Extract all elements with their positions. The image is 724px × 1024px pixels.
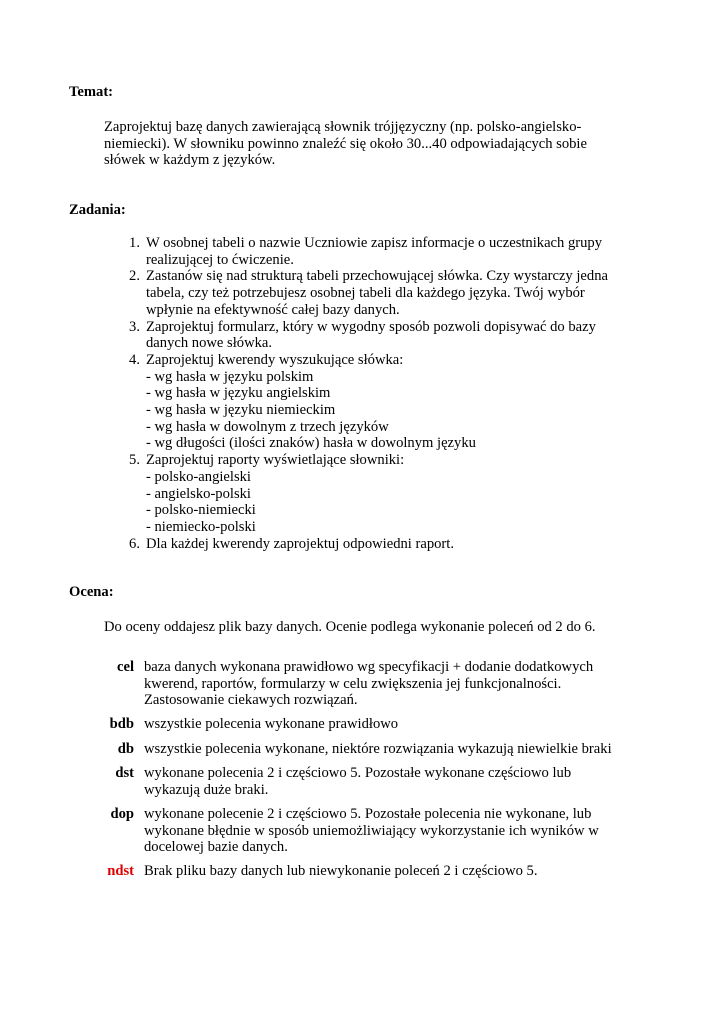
temat-heading: Temat: — [69, 84, 114, 100]
task-text: Zaprojektuj kwerendy wyszukujące słówka: — [146, 351, 404, 368]
grade-code: dst — [115, 765, 134, 781]
grade-description: wykazują duże braki. — [144, 781, 269, 798]
task-text: Zaprojektuj raporty wyświetlające słowniki: — [146, 452, 405, 469]
task-text: - wg hasła w języku angielskim — [146, 385, 331, 402]
grade-description: wykonane polecenie 2 i częściowo 5. Pozostałe polecenia nie wykonane, lub — [144, 806, 592, 822]
task-number: 4. — [129, 351, 140, 368]
grade-description: docelowej bazie danych. — [144, 839, 288, 856]
task-text: - polsko-angielski — [146, 468, 251, 485]
task-text: tabela, czy też potrzebujesz osobnej tabeli dla każdego języka. Twój wybór — [146, 285, 585, 302]
task-text: - polsko-niemiecki — [146, 502, 256, 519]
zadania-heading: Zadania: — [69, 202, 126, 218]
task-number: 2. — [129, 268, 140, 285]
grade-description: wszystkie polecenia wykonane prawidłowo — [144, 716, 399, 732]
task-text: - wg hasła w języku niemieckim — [146, 402, 336, 418]
grade-description: baza danych wykonana prawidłowo wg specyfikacji + dodanie dodatkowych — [144, 659, 594, 675]
grade-description: wykonane polecenia 2 i częściowo 5. Pozostałe wykonane częściowo lub — [144, 765, 572, 781]
task-number: 6. — [129, 535, 140, 552]
task-text: - wg długości (ilości znaków) hasła w dowolnym języku — [146, 435, 476, 452]
task-text: Zaprojektuj formularz, który w wygodny sposób pozwoli dopisywać do bazy — [146, 318, 596, 335]
task-text: - wg hasła w języku polskim — [146, 368, 314, 385]
grade-code: bdb — [109, 716, 134, 732]
grade-description: wykonane błędnie w sposób uniemożliwiający wykorzystanie ich wyników w — [144, 822, 599, 839]
task-number: 5. — [129, 452, 140, 469]
grade-code: cel — [116, 659, 134, 675]
task-number: 3. — [129, 318, 140, 335]
text-line: słówek w każdym z języków. — [104, 152, 276, 169]
temat-paragraph — [104, 119, 587, 169]
ocena-intro: Do oceny oddajesz plik bazy danych. Ocenie podlega wykonanie poleceń od 2 do 6. — [104, 619, 596, 635]
task-text: - niemiecko-polski — [146, 518, 256, 535]
task-text: Dla każdej kwerendy zaprojektuj odpowiedni raport. — [146, 535, 454, 552]
grade-description: Brak pliku bazy danych lub niewykonanie poleceń 2 i częściowo 5. — [144, 863, 538, 879]
task-text: - angielsko-polski — [146, 485, 251, 502]
text-line: niemiecki). W słowniku powinno znaleźć się około 30...40 odpowiadających sobie — [104, 135, 587, 152]
grade-description: wszystkie polecenia wykonane, niektóre rozwiązania wykazują niewielkie braki — [144, 741, 612, 757]
task-text: W osobnej tabeli o nazwie Uczniowie zapisz informacje o uczestnikach grupy — [146, 235, 603, 251]
ocena-heading: Ocena: — [69, 584, 114, 600]
grade-code: db — [117, 741, 134, 757]
task-number: 1. — [129, 235, 140, 251]
grade-code: dop — [110, 806, 134, 822]
grade-description: Zastosowanie ciekawych rozwiązań. — [144, 692, 358, 709]
task-text: danych nowe słówka. — [146, 335, 273, 352]
task-text: realizującej to ćwiczenie. — [146, 251, 294, 268]
task-text: Zastanów się nad strukturą tabeli przechowującej słówka. Czy wystarczy jedna — [146, 268, 608, 285]
grade-code: ndst — [107, 863, 134, 879]
task-text: wpłynie na efektywność całej bazy danych. — [146, 301, 400, 318]
task-text: - wg hasła w dowolnym z trzech języków — [146, 418, 389, 435]
text-line: Zaprojektuj bazę danych zawierającą słownik trójjęzyczny (np. polsko-angielsko- — [104, 119, 582, 135]
grade-description: kwerend, raportów, formularzy w celu zwiększenia jej funkcjonalności. — [144, 675, 562, 692]
